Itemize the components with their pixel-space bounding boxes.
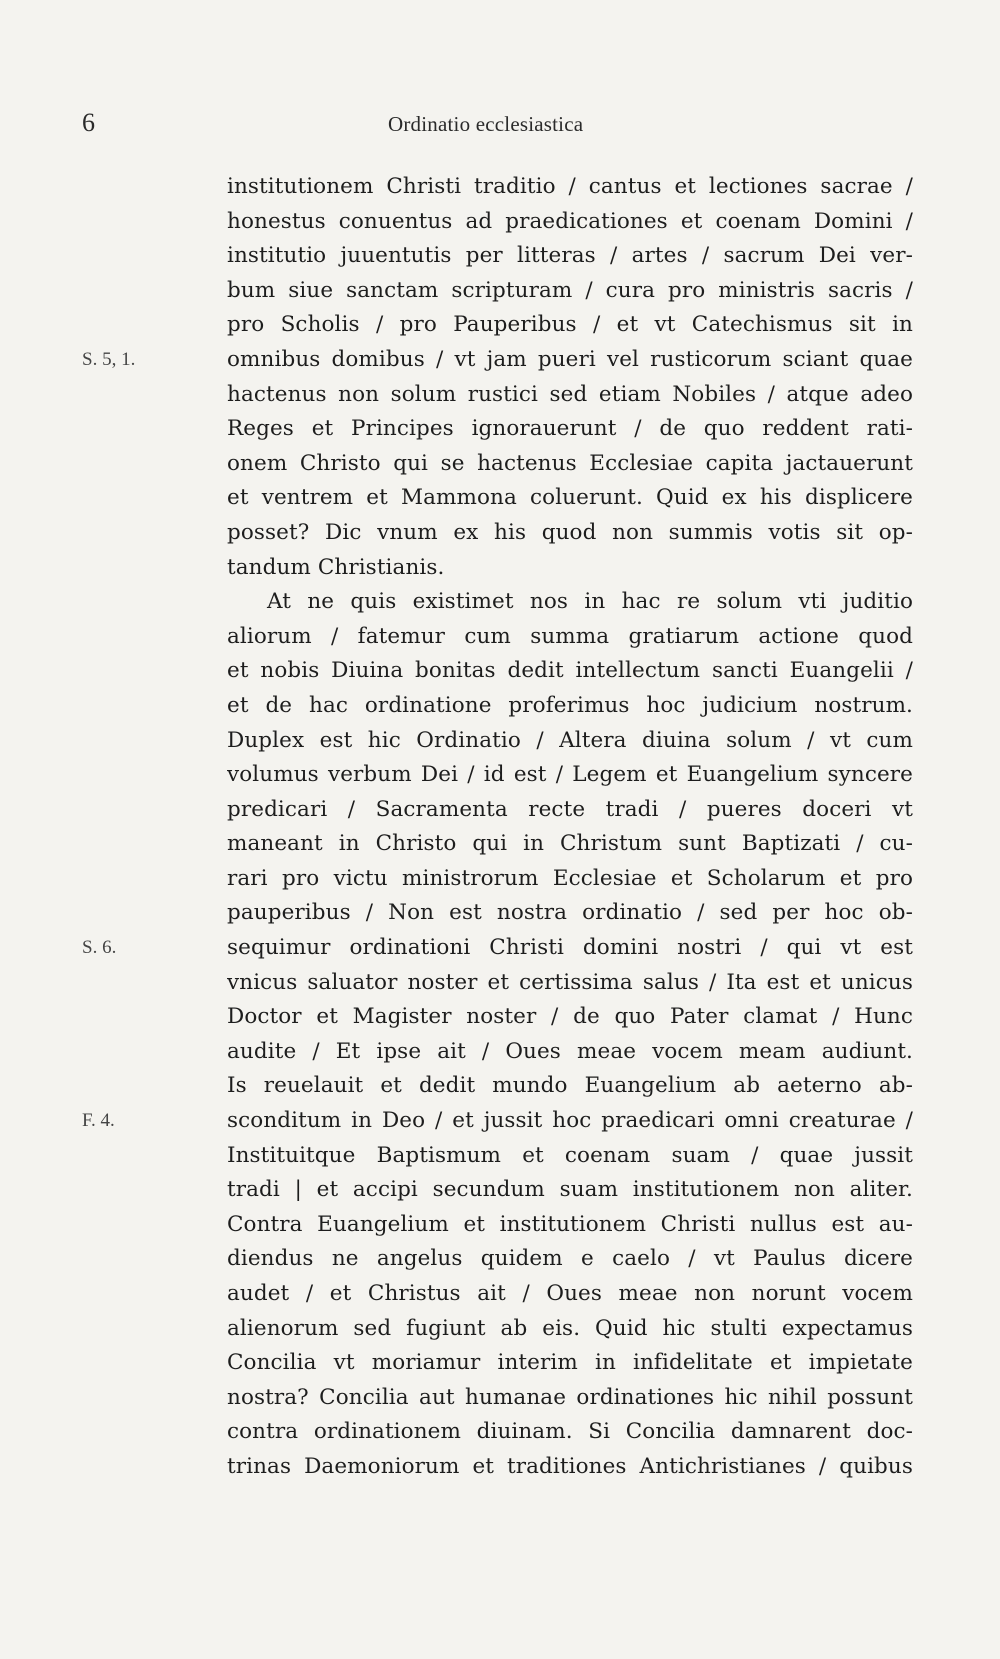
text-line: aliorum / fatemur cum summa gratiarum actione quod xyxy=(227,623,913,649)
text-line: et de hac ordinatione proferimus hoc judicium nostrum. xyxy=(227,692,913,718)
text-line: alienorum sed fugiunt ab eis. Quid hic stulti expectamus xyxy=(227,1315,913,1341)
text-line: predicari / Sacramenta recte tradi / pueres doceri vt xyxy=(227,796,913,822)
margin-note: F. 4. xyxy=(82,1110,115,1132)
text-line: sequimur ordinationi Christi domini nostri / qui vt est xyxy=(227,935,913,961)
text-line: tradi | et accipi secundum suam institutionem non aliter. xyxy=(227,1177,913,1203)
text-line: pro Scholis / pro Pauperibus / et vt Catechismus sit in xyxy=(227,312,913,338)
body-text xyxy=(227,170,913,1485)
text-line: honestus conuentus ad praedicationes et coenam Domini / xyxy=(227,208,913,234)
text-line: audite / Et ipse ait / Oues meae vocem meam audiunt. xyxy=(227,1038,913,1064)
text-line: posset? Dic vnum ex his quod non summis votis sit op- xyxy=(227,519,913,545)
text-line: pauperibus / Non est nostra ordinatio / sed per hoc ob- xyxy=(227,900,913,926)
text-line: bum siue sanctam scripturam / cura pro ministris sacris / xyxy=(227,277,913,303)
text-line: vnicus saluator noster et certissima salus / Ita est et unicus xyxy=(227,969,913,995)
text-line: onem Christo qui se hactenus Ecclesiae capita jactauerunt xyxy=(227,450,913,476)
text-line: Concilia vt moriamur interim in infidelitate et impietate xyxy=(227,1350,913,1376)
text-line: At ne quis existimet nos in hac re solum vti juditio xyxy=(267,589,913,615)
text-line: Instituitque Baptismum et coenam suam / quae jussit xyxy=(227,1142,913,1168)
text-line: rari pro victu ministrorum Ecclesiae et Scholarum et pro xyxy=(227,865,913,891)
text-line: audet / et Christus ait / Oues meae non norunt vocem xyxy=(227,1281,913,1306)
text-line: contra ordinationem diuinam. Si Concilia damnarent doc- xyxy=(227,1419,913,1445)
text-line: Duplex est hic Ordinatio / Altera diuina solum / vt cum xyxy=(227,727,913,753)
text-line: diendus ne angelus quidem e caelo / vt Paulus dicere xyxy=(227,1246,913,1272)
margin-note: S. 6. xyxy=(82,937,117,959)
text-line: institutionem Christi traditio / cantus et lectiones sacrae / xyxy=(227,174,913,199)
text-line: nostra? Concilia aut humanae ordinationes hic nihil possunt xyxy=(227,1384,913,1410)
text-line: et ventrem et Mammona coluerunt. Quid ex his displicere xyxy=(227,485,913,511)
text-line: maneant in Christo qui in Christum sunt Baptizati / cu- xyxy=(227,831,913,857)
margin-note: S. 5, 1. xyxy=(82,349,136,370)
text-line: omnibus domibus / vt jam pueri vel rusticorum sciant quae xyxy=(227,346,913,372)
text-line: et nobis Diuina bonitas dedit intellectum sancti Euangelii / xyxy=(227,658,913,684)
text-line: hactenus non solum rustici sed etiam Nobiles / atque adeo xyxy=(227,381,913,407)
text-line: Is reuelauit et dedit mundo Euangelium ab aeterno ab- xyxy=(227,1073,913,1099)
text-line: volumus verbum Dei / id est / Legem et Euangelium syncere xyxy=(227,762,913,788)
text-line: sconditum in Deo / et jussit hoc praedicari omni creaturae / xyxy=(227,1108,913,1134)
text-line: Contra Euangelium et institutionem Christi nullus est au- xyxy=(227,1211,913,1237)
text-line: trinas Daemoniorum et traditiones Antichristianes / quibus xyxy=(227,1453,913,1479)
text-line: institutio juuentutis per litteras / artes / sacrum Dei ver- xyxy=(227,243,913,269)
page-number: 6 xyxy=(82,108,95,137)
running-title: Ordinatio ecclesiastica xyxy=(388,112,584,136)
page-header xyxy=(0,108,1000,144)
text-line: Reges et Principes ignorauerunt / de quo reddent rati- xyxy=(227,416,913,442)
text-line: Doctor et Magister noster / de quo Pater clamat / Hunc xyxy=(227,1004,913,1030)
text-line: tandum Christianis. xyxy=(227,554,445,580)
